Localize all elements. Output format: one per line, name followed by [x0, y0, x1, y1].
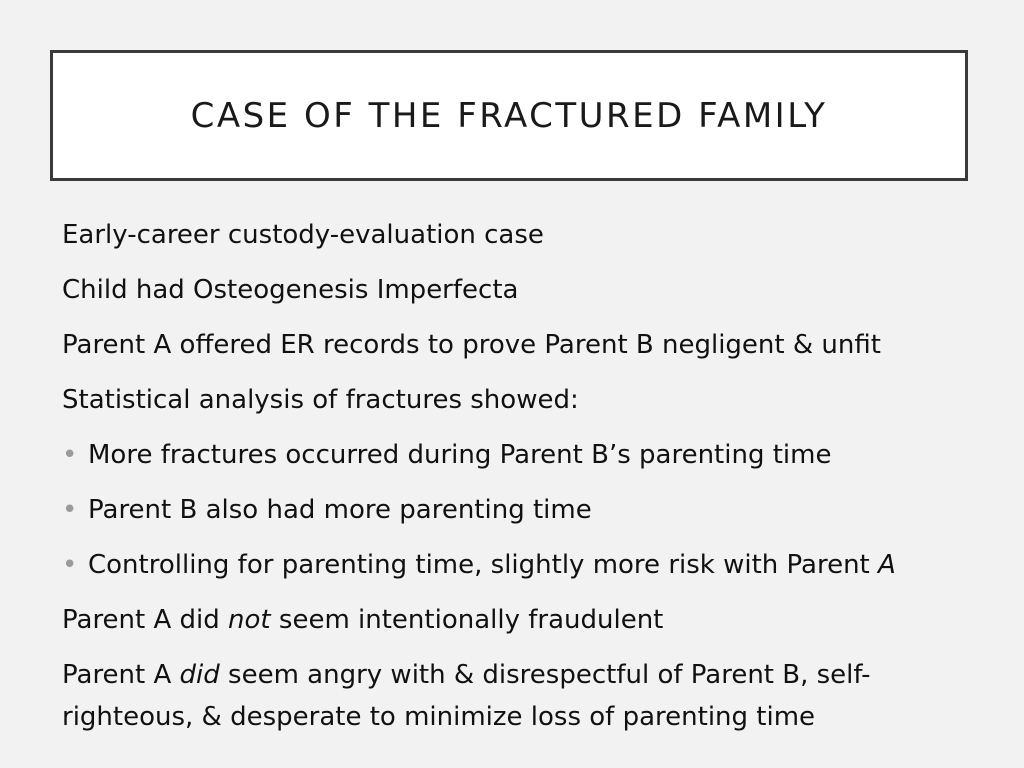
- slide-title-box: [50, 50, 968, 181]
- list-item: [62, 220, 962, 250]
- item-text: More fractures occurred during Parent B’s parenting time: [88, 440, 832, 470]
- list-item: [62, 654, 922, 738]
- bullet-dot-icon: •: [62, 550, 78, 580]
- item-text: Early-career custody-evaluation case: [62, 220, 544, 250]
- item-text-after: seem angry with & disrespectful of Parent B, self-righteous, & desperate to minimize loss of parenting time: [62, 660, 871, 732]
- item-text: Parent A did: [62, 605, 229, 635]
- item-emphasis: A: [878, 550, 896, 580]
- item-text: Controlling for parenting time, slightly more risk with Parent: [88, 550, 879, 580]
- bullet-dot-icon: •: [62, 440, 78, 470]
- item-text: Parent B also had more parenting time: [88, 495, 592, 525]
- item-text: Statistical analysis of fractures showed:: [62, 385, 579, 415]
- list-item: [62, 605, 962, 635]
- item-text-after: seem intentionally fraudulent: [270, 605, 664, 635]
- sub-bullet-item: [62, 495, 962, 525]
- slide-content-list: [62, 220, 962, 763]
- list-item: [62, 385, 962, 415]
- item-emphasis: not: [228, 605, 271, 635]
- sub-bullet-item: [62, 440, 962, 470]
- slide-title: CASE OF THE FRACTURED FAMILY: [190, 95, 828, 136]
- item-text: Child had Osteogenesis Imperfecta: [62, 275, 519, 305]
- item-text: Parent A offered ER records to prove Parent B negligent & unfit: [62, 330, 881, 360]
- item-text: Parent A: [62, 660, 180, 690]
- sub-bullet-item: [62, 550, 962, 580]
- item-emphasis: did: [179, 660, 220, 690]
- list-item: [62, 275, 962, 305]
- list-item: [62, 330, 962, 360]
- bullet-dot-icon: •: [62, 495, 78, 525]
